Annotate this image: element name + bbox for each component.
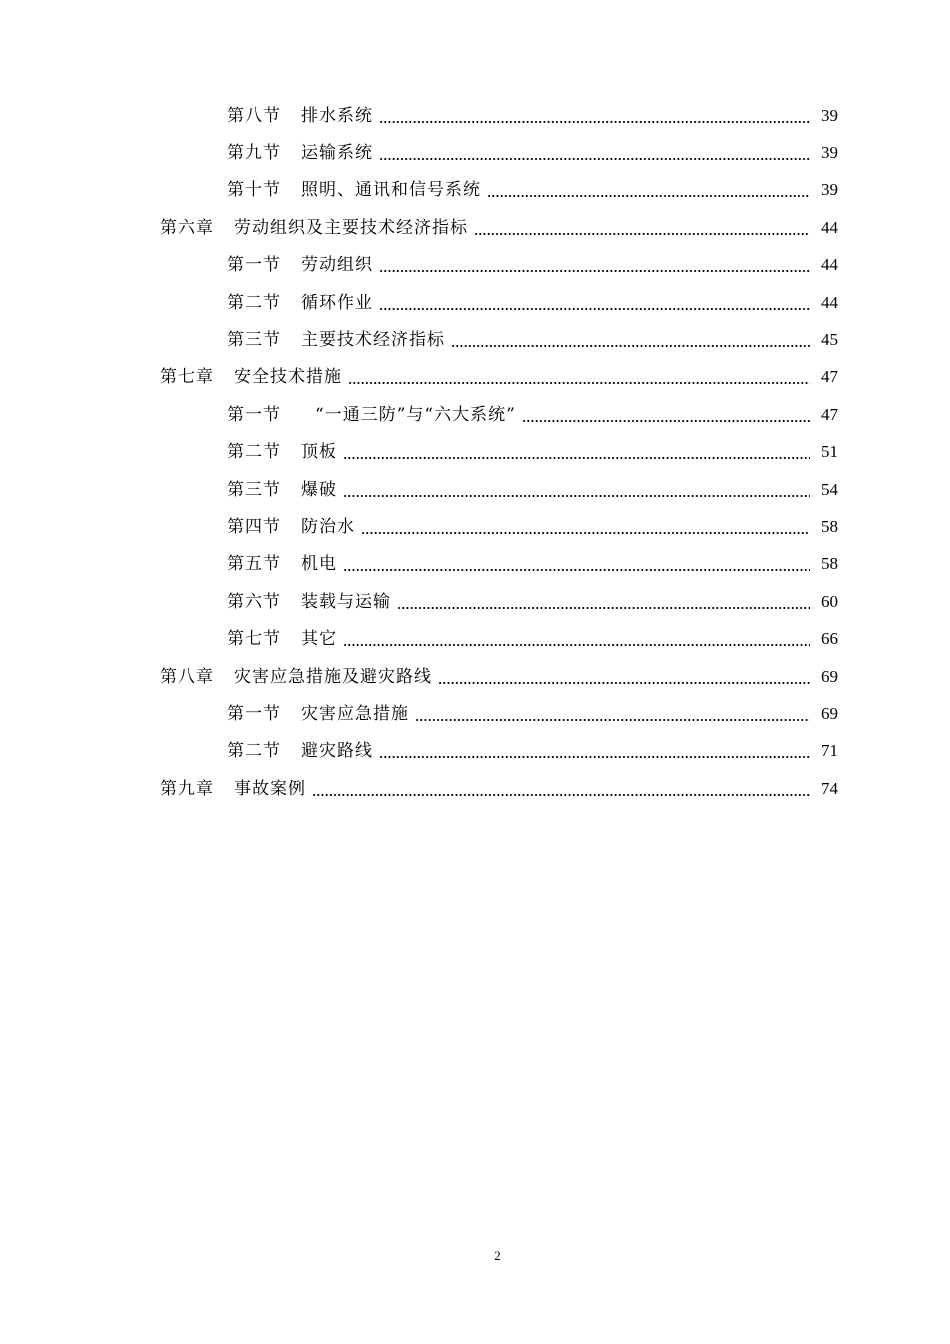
page-number: 2 [494, 1248, 501, 1263]
toc-entry-page: 44 [821, 292, 838, 312]
toc-entry-page: 54 [821, 479, 838, 499]
toc-entry[interactable] [0, 508, 950, 545]
toc-entry-number: 第六章 [160, 217, 214, 238]
toc-entry[interactable] [0, 134, 950, 171]
toc-entry[interactable] [0, 284, 950, 321]
dot-leader [487, 180, 810, 200]
toc-entry-page: 58 [821, 516, 838, 536]
toc-entry-number: 第一节 [227, 703, 281, 724]
toc-entry[interactable] [0, 620, 950, 657]
toc-entry-page: 47 [821, 404, 838, 424]
dot-leader [379, 741, 810, 761]
toc-entry-title: 照明、通讯和信号系统 [301, 180, 481, 201]
toc-entry-title: 防治水 [301, 516, 355, 537]
toc-entry-number: 第九章 [160, 778, 214, 799]
toc-entry-page: 44 [821, 217, 838, 237]
toc-entry-number: 第一节 [227, 404, 281, 425]
dot-leader [438, 667, 810, 687]
dot-leader [379, 293, 810, 313]
toc-entry-page: 39 [821, 105, 838, 125]
table-of-contents [0, 97, 950, 807]
toc-entry-title: 循环作业 [301, 292, 373, 313]
dot-leader [361, 517, 810, 537]
toc-entry-page: 71 [821, 741, 838, 761]
dot-leader [474, 218, 810, 238]
toc-entry-title: 劳动组织 [301, 255, 373, 276]
dot-leader [343, 442, 810, 462]
dot-leader [397, 592, 810, 612]
toc-entry-page: 69 [821, 666, 838, 686]
dot-leader [522, 405, 810, 425]
dot-leader [415, 704, 810, 724]
toc-entry-number: 第五节 [227, 554, 281, 575]
toc-entry[interactable] [0, 733, 950, 770]
toc-chapter-entry[interactable] [0, 359, 950, 396]
toc-entry[interactable] [0, 321, 950, 358]
toc-entry-page: 44 [821, 255, 838, 275]
dot-leader [343, 554, 810, 574]
toc-entry-title: “一通三防”与“六大系统” [315, 404, 516, 425]
toc-entry-number: 第三节 [227, 479, 281, 500]
toc-entry-title: 运输系统 [301, 143, 373, 164]
toc-chapter-entry[interactable] [0, 209, 950, 246]
toc-entry-title: 主要技术经济指标 [301, 330, 445, 351]
toc-entry[interactable] [0, 97, 950, 134]
dot-leader [379, 106, 810, 126]
toc-entry-page: 58 [821, 554, 838, 574]
toc-entry-page: 74 [821, 778, 838, 798]
toc-entry-number: 第二节 [227, 292, 281, 313]
toc-entry-title: 劳动组织及主要技术经济指标 [234, 217, 468, 238]
toc-entry[interactable] [0, 695, 950, 732]
toc-entry-page: 69 [821, 703, 838, 723]
toc-entry-number: 第二节 [227, 442, 281, 463]
toc-entry-title: 爆破 [301, 479, 337, 500]
toc-entry-page: 39 [821, 180, 838, 200]
dot-leader [451, 330, 810, 350]
dot-leader [343, 480, 810, 500]
toc-entry-title: 顶板 [301, 442, 337, 463]
toc-entry-number: 第六节 [227, 591, 281, 612]
toc-entry[interactable] [0, 546, 950, 583]
toc-entry[interactable] [0, 471, 950, 508]
toc-entry-number: 第四节 [227, 516, 281, 537]
toc-entry-page: 39 [821, 143, 838, 163]
toc-entry-title: 灾害应急措施及避灾路线 [234, 666, 432, 687]
toc-entry-number: 第七章 [160, 367, 214, 388]
toc-entry[interactable] [0, 172, 950, 209]
toc-entry-title: 安全技术措施 [234, 367, 342, 388]
toc-entry-page: 60 [821, 591, 838, 611]
toc-entry[interactable] [0, 247, 950, 284]
toc-entry-number: 第十节 [227, 180, 281, 201]
dot-leader [343, 629, 810, 649]
toc-entry-title: 避灾路线 [301, 741, 373, 762]
toc-entry-title: 装载与运输 [301, 591, 391, 612]
toc-entry-title: 事故案例 [234, 778, 306, 799]
toc-entry-title: 其它 [301, 629, 337, 650]
toc-chapter-entry[interactable] [0, 658, 950, 695]
toc-entry[interactable] [0, 396, 950, 433]
toc-entry-number: 第一节 [227, 255, 281, 276]
toc-entry-title: 排水系统 [301, 105, 373, 126]
toc-entry-number: 第八节 [227, 105, 281, 126]
toc-entry-page: 47 [821, 367, 838, 387]
toc-entry-page: 66 [821, 629, 838, 649]
toc-entry-number: 第二节 [227, 741, 281, 762]
toc-entry-page: 45 [821, 330, 838, 350]
toc-entry-title: 机电 [301, 554, 337, 575]
toc-entry-number: 第八章 [160, 666, 214, 687]
toc-entry-page: 51 [821, 442, 838, 462]
toc-chapter-entry[interactable] [0, 770, 950, 807]
toc-entry[interactable] [0, 583, 950, 620]
toc-entry[interactable] [0, 434, 950, 471]
dot-leader [312, 779, 810, 799]
dot-leader [348, 367, 810, 387]
dot-leader [379, 143, 810, 163]
dot-leader [379, 255, 810, 275]
toc-entry-number: 第九节 [227, 143, 281, 164]
toc-entry-number: 第七节 [227, 629, 281, 650]
toc-entry-number: 第三节 [227, 330, 281, 351]
toc-entry-title: 灾害应急措施 [301, 703, 409, 724]
